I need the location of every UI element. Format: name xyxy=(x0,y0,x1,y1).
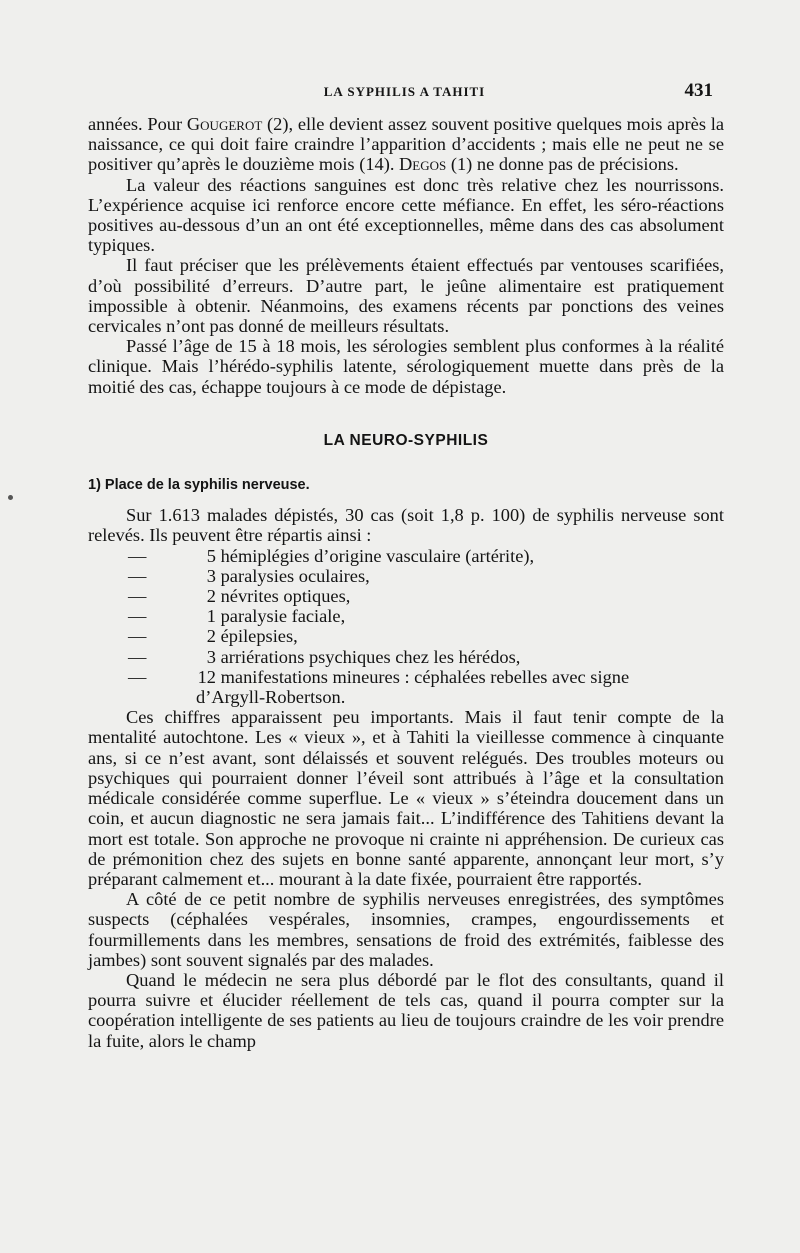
paragraph: La valeur des réactions sanguines est donc très relative chez les nourrissons. L’expérience acquise ici renforce encore cette méfiance. En effet, les séro-réactions positives au-dessous d’un an ont été exceptionnelles, même dans des cas absolument typiques. xyxy=(88,174,724,256)
list-count: 1 xyxy=(206,606,216,627)
list-text: manifestations mineures : céphalées rebelles avec signe xyxy=(220,666,630,687)
text-run: (1) ne donne pas de précisions. xyxy=(446,154,679,175)
author-name: Degos xyxy=(399,154,447,175)
list-item xyxy=(88,647,724,667)
list-count: 3 xyxy=(206,565,216,586)
paragraph: Passé l’âge de 15 à 18 mois, les sérologies semblent plus conformes à la réalité clinique. Mais l’hérédo-syphilis latente, sérologiquement muette dans près de la moitié des cas, échappe toujours à ce mode de dépistage. xyxy=(88,336,724,397)
paragraph xyxy=(88,114,724,175)
list-text: arriérations psychiques chez les hérédos, xyxy=(220,646,521,667)
list-count: 2 xyxy=(206,626,216,647)
case-list xyxy=(88,546,724,708)
text-run: années. Pour xyxy=(88,114,187,134)
list-text: paralysie faciale, xyxy=(220,606,346,627)
list-item xyxy=(88,667,724,707)
list-item xyxy=(88,606,724,626)
list-text: épilepsies, xyxy=(220,626,298,647)
paragraph: Quand le médecin ne sera plus débordé par le flot des consultants, quand il pourra suivre et élucider réellement de tels cas, quand il pourra compter sur la coopération intelligente de ses patients au lieu de toujours craindre de les voir prendre la fuite, alors le champ xyxy=(88,969,724,1051)
page-number: 431 xyxy=(684,80,713,101)
paragraph: Sur 1.613 malades dépistés, 30 cas (soit 1,8 p. 100) de syphilis nerveuse sont relevés. Ils peuvent être répartis ainsi : xyxy=(88,505,724,546)
list-dash: — xyxy=(128,666,147,687)
list-count: 2 xyxy=(206,586,216,607)
text-run: (2), elle devient assez souvent positive quelques mois après la naissance, ce qui doit faire craindre l’apparition d’accidents ; mais elle ne peut ne se positiver qu’après le douzième mois (14). xyxy=(88,114,724,175)
list-text: paralysies oculaires, xyxy=(220,565,370,586)
print-speck xyxy=(8,495,13,500)
list-item xyxy=(88,586,724,606)
list-text: hémiplégies d’origine vasculaire (artérite), xyxy=(220,545,535,566)
list-item xyxy=(88,566,724,586)
paragraph: A côté de ce petit nombre de syphilis nerveuses enregistrées, des symptômes suspects (céphalées vespérales, insomnies, crampes, engourdissements et fourmillements dans les membres, sensations de froid des extrémités, faiblesse des jambes) sont souvent signalés par des malades. xyxy=(88,889,724,970)
running-header xyxy=(88,80,721,102)
list-dash: — xyxy=(128,565,147,586)
body-text xyxy=(88,114,724,1051)
list-count: 5 xyxy=(206,545,216,566)
list-dash: — xyxy=(128,586,147,607)
section-title: LA NEURO-SYPHILIS xyxy=(323,431,489,449)
list-item xyxy=(88,546,724,566)
list-dash: — xyxy=(128,545,147,566)
paragraph: Il faut préciser que les prélèvements étaient effectués par ventouses scarifiées, d’où possibilité d’erreurs. D’autre part, le jeûne alimentaire est pratiquement impossible à obtenir. Néanmoins, des examens récents par ponctions des veines cervicales n’ont pas donné de meilleurs résultats. xyxy=(88,255,724,337)
list-text: névrites optiques, xyxy=(220,586,351,607)
list-count: 12 xyxy=(197,666,216,687)
author-name: Gougerot xyxy=(186,114,263,134)
paragraph: Ces chiffres apparaissent peu importants. Mais il faut tenir compte de la mentalité autochtone. Les « vieux », et à Tahiti la vieillesse commence à cinquante ans, si ce n’est avant, sont délaissés et souvent relégués. Des troubles moteurs ou psychiques qui pourraient donner l’éveil sont attribués à l’âge et la consultation médicale considérée comme superflue. Le « vieux » s’éteindra doucement dans un coin, et aucun diagnostic ne sera jamais fait... L’indifférence des Tahitiens devant la mort est totale. Son approche ne provoque ni crainte ni appréhension. De curieux cas de prémonition chez des sujets en bonne santé apparente, annonçant leur mort, s’y préparant calmement et... mourant à la date fixée, pourraient être rapportés. xyxy=(88,707,724,889)
subsection-title: 1) Place de la syphilis nerveuse. xyxy=(88,477,310,494)
list-dash: — xyxy=(128,606,147,627)
list-continuation: d’Argyll-Robertson. xyxy=(196,687,346,708)
list-dash: — xyxy=(128,646,147,667)
list-item xyxy=(88,626,724,646)
list-count: 3 xyxy=(206,646,216,667)
running-title: LA SYPHILIS A TAHITI xyxy=(323,84,486,99)
list-dash: — xyxy=(128,626,147,647)
